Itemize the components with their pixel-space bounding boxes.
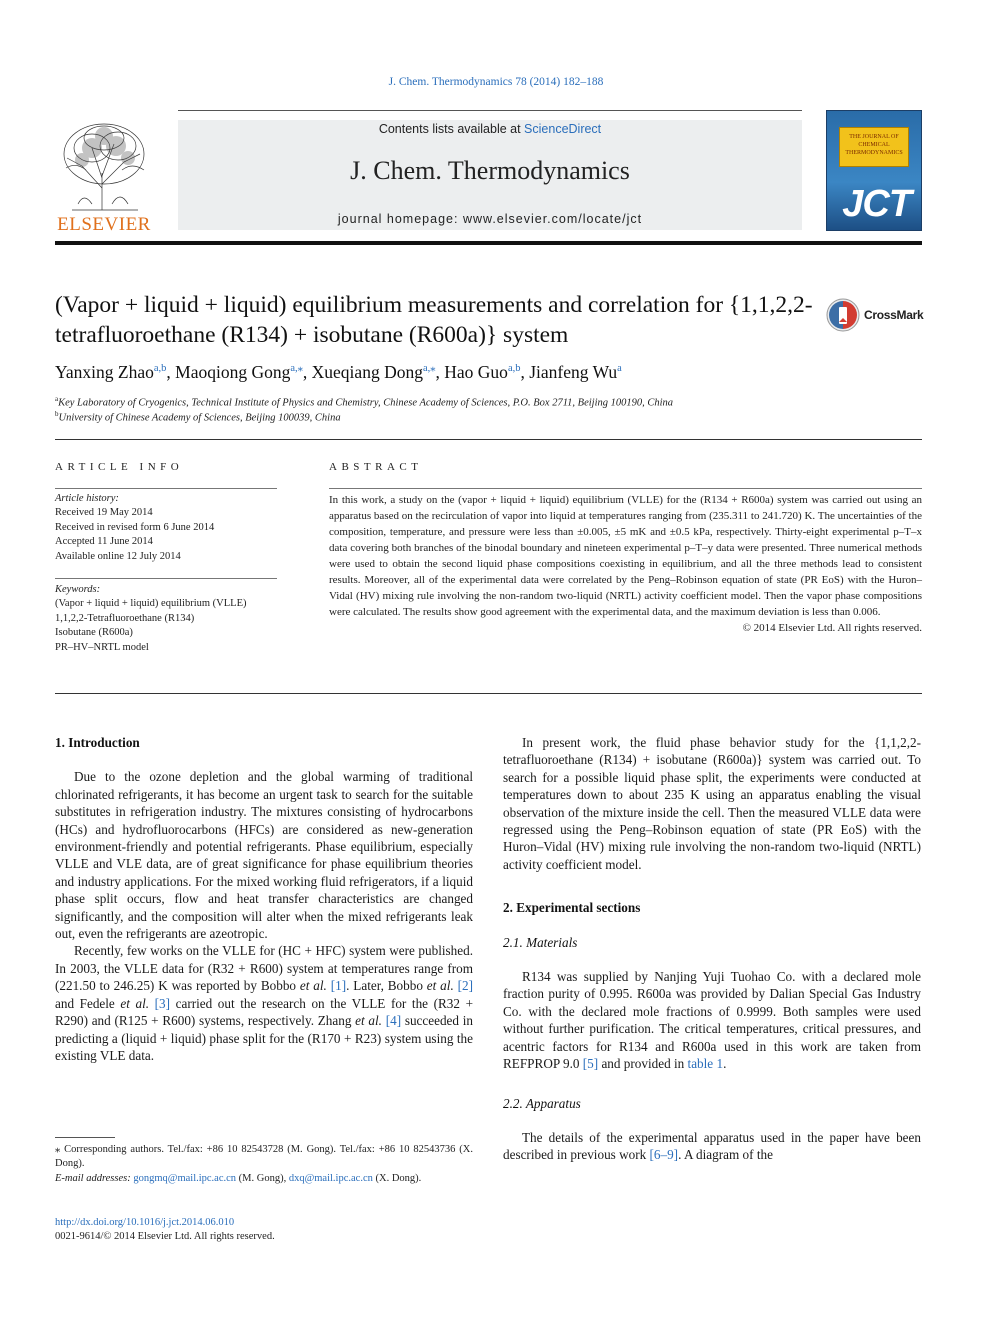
apparatus-paragraph xyxy=(503,1129,921,1164)
history-online: Available online 12 July 2014 xyxy=(55,550,181,562)
crossmark-badge[interactable] xyxy=(826,298,926,332)
author-affiliation-mark[interactable]: a xyxy=(617,363,622,375)
keywords xyxy=(55,583,277,655)
author-affiliation-mark[interactable]: a,⁎ xyxy=(422,363,436,375)
author-name[interactable]: Jianfeng Wu xyxy=(529,362,618,382)
homepage-link[interactable]: www.elsevier.com/locate/jct xyxy=(462,212,643,226)
email-owner: (X. Dong). xyxy=(372,1172,422,1184)
elsevier-logo[interactable] xyxy=(52,118,156,236)
journal-cover-thumbnail[interactable] xyxy=(826,110,922,231)
materials-heading: 2.1. Materials xyxy=(503,934,578,950)
text-run: . A diagram of the xyxy=(678,1147,773,1163)
affiliation-b xyxy=(55,410,915,424)
publication-info xyxy=(55,1216,473,1245)
et-al: et al. xyxy=(426,978,454,994)
article-info-rule xyxy=(55,488,277,489)
table-link[interactable]: table 1 xyxy=(687,1056,724,1072)
abstract-text: In this work, a study on the (vapor + liquid + liquid) equilibrium (VLLE) for the (R134 + R600a) system was carried out using an apparatus based on the recirculation of vapor into liquid at temperatures ranging from (235.311 to 241.720) K. The uncertainties of the composition, temperature, and pressure were less than ±0.005, ±5 mK and ±0.5 kPa, respectively. Thirty-eight experimental p–T–x data covering both branches of the binodal boundary and nineteen experimental p–T–y data were presented. Three numerical methods were used to obtain the second liquid phase compositions coexisting in equilibrium, and all the three methods lead to consistent results. Moreover, all of the experimental data were correlated by the Peng–Robinson equation of state (PR EoS) with the Huron–Vidal (HV) mixing rule involving the non-random two-liquid (NRTL) activity coefficient model. Then the vapor phase compositions were calculated. The results show good agreement with the experimental data, and the maximum deviation is less than 0.006. xyxy=(329,494,922,618)
reference-link[interactable]: [5] xyxy=(582,1056,599,1072)
sciencedirect-link[interactable]: ScienceDirect xyxy=(524,122,602,136)
corresponding-authors-note: ⁎ Corresponding authors. Tel./fax: +86 10 82543728 (M. Gong). Tel./fax: +86 10 82543736 (X. Dong). xyxy=(55,1144,473,1170)
affiliation-a xyxy=(55,395,915,409)
abstract-bottom-rule xyxy=(55,693,922,694)
paper-title: (Vapor + liquid + liquid) equilibrium measurements and correlation for {1,1,2,2-tetrafluoroethane (R134) + isobutane (R600a)} system xyxy=(55,292,813,348)
article-info-heading: ARTICLE INFO xyxy=(55,461,184,473)
header-top-rule xyxy=(178,110,802,111)
text-run: . Later, Bobbo xyxy=(346,978,427,994)
keywords-rule xyxy=(55,578,277,579)
affiliation-mark: a xyxy=(55,395,59,403)
left-column xyxy=(55,734,473,1064)
experimental-heading: 2. Experimental sections xyxy=(503,900,641,916)
journal-homepage xyxy=(178,212,802,226)
keyword-item: PR–HV–NRTL model xyxy=(55,641,149,653)
journal-citation[interactable]: J. Chem. Thermodynamics 78 (2014) 182–188 xyxy=(388,76,604,88)
author-name[interactable]: Xueqiang Dong xyxy=(311,362,423,382)
history-revised: Received in revised form 6 June 2014 xyxy=(55,521,215,533)
et-al: et al. xyxy=(120,995,150,1011)
affiliation-text: Key Laboratory of Cryogenics, Technical Institute of Physics and Chemistry, Chinese Academy of Sciences, P.O. Box 2711, Beijing 100190, China xyxy=(58,397,674,409)
intro-paragraph-3: In present work, the fluid phase behavior study for the {1,1,2,2-tetrafluoroethane (R134) + isobutane (R600a)} system was carried out. To search for a possible liquid phase split, the experiments were conducted at temperatures down to about 235 K using an apparatus enabling the visual observation of the mixture inside the cell. Then the measured VLLE data were regressed using the Peng–Robinson equation of state (PR EoS) with the Huron–Vidal (HV) mixing rule involving the non-random two-liquid (NRTL) activity coefficient model. xyxy=(503,735,921,872)
abstract-body xyxy=(329,492,922,636)
et-al: et al. xyxy=(299,978,327,994)
author-name[interactable]: Maoqiong Gong xyxy=(175,362,291,382)
author-name[interactable]: Yanxing Zhao xyxy=(55,362,154,382)
article-history xyxy=(55,492,277,564)
abstract-copyright: © 2014 Elsevier Ltd. All rights reserved. xyxy=(742,622,922,634)
email-link-dong[interactable]: dxq@mail.ipc.ac.cn xyxy=(288,1172,373,1184)
keywords-label: Keywords: xyxy=(55,584,101,595)
cover-jct-logo: JCT xyxy=(842,183,911,225)
cover-title: THE JOURNAL OF CHEMICAL THERMODYNAMICS xyxy=(839,127,909,167)
abstract-rule xyxy=(329,488,922,489)
right-column xyxy=(503,734,921,1164)
email-label: E-mail addresses: xyxy=(55,1172,131,1184)
journal-banner xyxy=(178,120,802,230)
text-run: succeeded in predicting a (liquid + liquid) phase split for the (R170 + R23) system using the existing VLE data. xyxy=(55,1013,473,1063)
email-owner: (M. Gong), xyxy=(236,1172,289,1184)
introduction-heading: 1. Introduction xyxy=(55,735,140,750)
text-run: R134 was supplied by Nanjing Yuji Tuohao Co. with a declared mole fraction purity of 0.995. R600a was provided by Dalian Special Gas Industry Co. with the declared mole fractions of 0.9999. Both samples were used without further purification. The critical temperatures, critical pressures, and acentric factors for R134 and R600a used in this work are taken from REFPROP 9.0 xyxy=(503,969,921,1072)
apparatus-heading: 2.2. Apparatus xyxy=(503,1095,581,1111)
elsevier-wordmark: ELSEVIER xyxy=(57,214,151,235)
keyword-item: Isobutane (R600a) xyxy=(55,627,133,639)
affiliation-mark: b xyxy=(55,410,59,418)
author-affiliation-mark[interactable]: a,b xyxy=(153,363,167,375)
text-run: . xyxy=(723,1056,727,1072)
elsevier-tree-icon xyxy=(52,118,156,216)
affiliations-rule xyxy=(55,439,922,440)
author-name[interactable]: Hao Guo xyxy=(444,362,508,382)
intro-paragraph-2 xyxy=(55,942,473,1064)
text-run: carried out the research on the VLLE for the (R32 + R290) and (R125 + R600) systems, respectively. Zhang xyxy=(55,995,474,1029)
reference-link[interactable]: [6–9] xyxy=(649,1147,679,1163)
doi-link[interactable]: http://dx.doi.org/10.1016/j.jct.2014.06.010 xyxy=(55,1217,235,1228)
intro-paragraph-1: Due to the ozone depletion and the global warming of traditional chlorinated refrigerants, it has become an urgent task to search for the suitable substitutes in refrigeration industry. The mixtures consisting of hydrocarbons (HCs) and hydrofluorocarbons (HFCs) are considered as new-generation environment-friendly and potential refrigerants. Phase equilibrium, especially VLLE and VLE data, are of great significance for phase equilibrium theories and industry applications. For the mixed working fluid refrigerators, if a liquid phase split occurs, flow and heat transfer characteristics are changed significantly, and the composition will alter when the mixed refrigerants leak out, even the refrigerants are azeotropic. xyxy=(55,769,473,942)
crossmark-icon xyxy=(826,298,860,332)
history-received: Received 19 May 2014 xyxy=(55,507,153,519)
et-al: et al. xyxy=(355,1013,382,1029)
reference-link[interactable]: [2] xyxy=(457,978,474,994)
footnote-rule xyxy=(55,1137,115,1138)
history-label: Article history: xyxy=(55,493,119,504)
crossmark-label: CrossMark xyxy=(864,308,924,322)
author-affiliation-mark[interactable]: a,⁎ xyxy=(290,363,303,375)
affiliation-text: University of Chinese Academy of Sciences, Beijing 100039, China xyxy=(58,412,341,424)
materials-paragraph xyxy=(503,968,921,1072)
reference-link[interactable]: [1] xyxy=(330,978,347,994)
reference-link[interactable]: [3] xyxy=(154,995,171,1011)
footnotes xyxy=(55,1143,473,1186)
author-affiliation-mark[interactable]: a,b xyxy=(507,363,521,375)
author-list: Yanxing Zhao$^{a,b}$, Maoqiong Gong$^{a,⁎}$, Xueqiang Dong$^{a,⁎}$, Hao Guo$^{a,b}$, Jianfeng Wu$^a$ xyxy=(55,362,622,382)
header-bottom-rule xyxy=(55,241,922,245)
keyword-item: (Vapor + liquid + liquid) equilibrium (VLLE) xyxy=(55,598,247,610)
issn-line: 0021-9614/© 2014 Elsevier Ltd. All rights reserved. xyxy=(55,1231,275,1243)
reference-link[interactable]: [4] xyxy=(385,1013,402,1029)
text-run: and Fedele xyxy=(55,995,121,1011)
text-run: Recently, few works on the VLLE for (HC + HFC) system were published. In 2003, the VLLE data for (R32 + R600) system at temperatures range from (221.50 to 246.25) K was reported by Bobbo xyxy=(55,943,473,994)
text-run: The details of the experimental apparatus used in the paper have been described in previous work xyxy=(503,1129,921,1163)
journal-title: J. Chem. Thermodynamics xyxy=(350,156,630,185)
email-note xyxy=(55,1172,473,1186)
contents-prefix: Contents lists available at xyxy=(378,122,525,136)
history-accepted: Accepted 11 June 2014 xyxy=(55,536,153,548)
contents-line xyxy=(178,122,802,136)
email-link-gong[interactable]: gongmq@mail.ipc.ac.cn xyxy=(133,1172,237,1184)
abstract-heading: ABSTRACT xyxy=(329,461,423,473)
keyword-item: 1,1,2,2-Tetrafluoroethane (R134) xyxy=(55,612,195,624)
homepage-prefix: journal homepage: xyxy=(337,212,463,226)
text-run: and provided in xyxy=(598,1056,688,1072)
